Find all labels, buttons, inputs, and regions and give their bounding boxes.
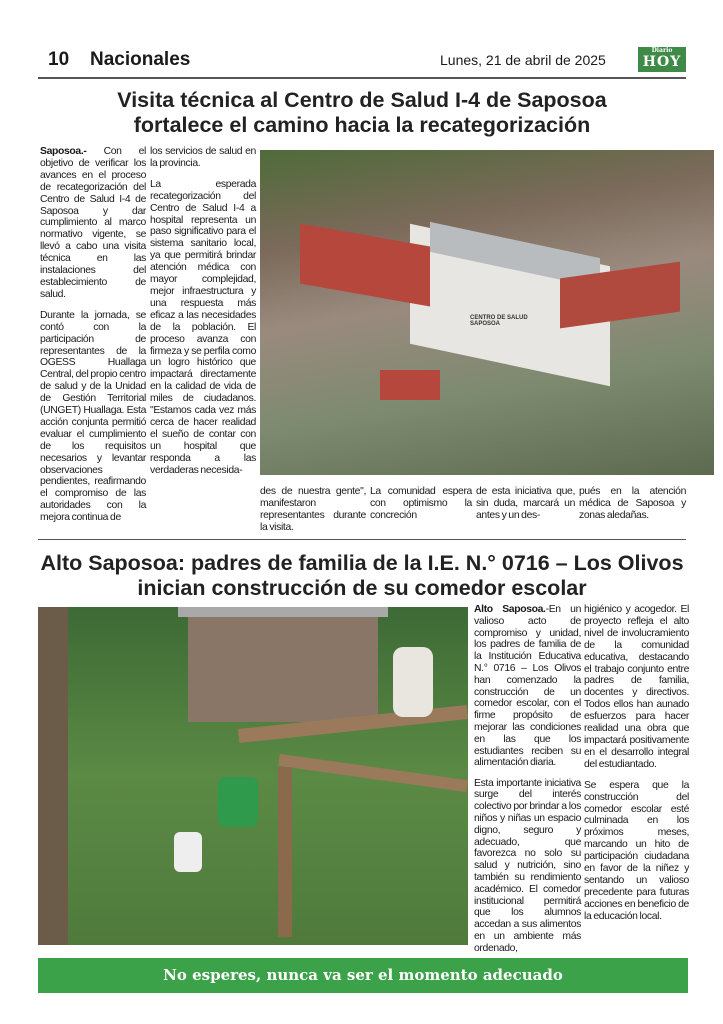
article1-column-2 — [150, 146, 256, 476]
article2-headline — [38, 551, 686, 601]
article1-column-1 — [40, 146, 146, 524]
article1-headline — [38, 88, 686, 138]
article2-column-2 — [584, 604, 689, 923]
slogan-banner: No esperes, nunca va ser el momento adecuado — [38, 958, 688, 993]
dateline: Alto Saposoa. — [474, 604, 546, 615]
paragraph: La esperada recategorización del Centro de Salud I-4 a hospital representa un paso significativo para el sistema sanitario local, ya que permitirá brindar atención médica con mayor complejidad, mejor infraestructura y una respuesta más eficaz a las necesidades de la población. El proceso avanza con firmeza y se perfila como un logro histórico que impactará directamente en la calidad de vida de miles de ciudadanos. "Estamos cada vez más cerca de hacer realidad el sueño de contar con un hospital que responda a las verdaderas necesida- — [150, 178, 256, 476]
paragraph: Se espera que la construcción del comedor escolar esté culminada en los próximos meses, marcando un hito de participación ciudadana en favor de la niñez y sentando un valioso precedente para futuras acciones en beneficio de la educación local. — [584, 779, 689, 922]
article2-column-1 — [474, 604, 581, 955]
issue-date: Lunes, 21 de abril de 2025 — [440, 52, 606, 68]
paragraph: Durante la jornada, se contó con la participación de representantes de la OGESS Huallaga Central, del propio centro de salud y de la Unidad de Gestión Territorial (UNGET) Huallaga. Esta acción conjunta permitió evaluar el cumplimiento de los requisitos necesarios y levantar observaciones pendientes, reafirmando el compromiso de las autoridades con la mejora continua de — [40, 309, 146, 524]
article1-column-5: de esta iniciativa que, sin duda, marcará un antes y un des- — [476, 486, 575, 521]
paragraph: los servicios de salud en la provincia. — [150, 146, 256, 169]
headline-line: Visita técnica al Centro de Salud I-4 de Saposoa — [117, 88, 607, 112]
health-center-aerial-photo — [260, 150, 714, 475]
paragraph: Con el objetivo de verificar los avances en el proceso de recategorización del Centro de Salud I-4 de Saposoa y dar cumplimiento al marco normativo vigente, se llevó a cabo una visita técnica en las instalaciones del establecimiento de salud. — [40, 146, 146, 300]
headline-line: fortalece el camino hacia la recategorización — [133, 113, 591, 137]
paragraph: -En un valioso acto de compromiso y unidad, los padres de familia de la Institución Educativa N.° 0716 – Los Olivos han comenzado la construcción de un comedor escolar, con el firme propósito de mejorar las condiciones en las que los estudiantes reciben su alimentación diaria. — [474, 604, 581, 769]
article-divider — [38, 539, 686, 540]
paragraph: Esta importante iniciativa surge del interés colectivo por brindar a los niños y niñas un espacio digno, seguro y adecuado, que favorezca no solo su salud y nutrición, sino también su rendimiento académico. El comedor institucional permitirá que los alumnos accedan a sus alimentos en un ambiente más ordenado, — [474, 777, 581, 954]
header-rule — [38, 77, 686, 79]
logo-small-text: Diario — [651, 47, 673, 54]
headline-line: Alto Saposoa: padres de familia de la I.E. N.° 0716 – Los Olivos — [40, 551, 684, 575]
article1-column-6: pués en la atención médica de Saposoa y zonas aledañas. — [579, 486, 686, 521]
dateline: Saposoa.- — [40, 146, 87, 157]
section-title: Nacionales — [90, 49, 191, 70]
article1-column-3: des de nuestra gente", manifestaron representantes durante la visita. — [260, 486, 366, 533]
page-number: 10 — [48, 49, 70, 70]
paragraph: higiénico y acogedor. El proyecto refleja el alto nivel de involucramiento de la comunidad educativa, destacando el trabajo conjunto entre padres de familia, docentes y directivos. Todos ellos han aunado esfuerzos para hacer realidad una obra que impactará positivamente en el desarrollo integral del estudiantado. — [584, 604, 689, 770]
headline-line: inician construcción de su comedor escolar — [137, 576, 587, 600]
article1-column-4: La comunidad espera con optimismo la concreción — [370, 486, 472, 521]
building-sign: CENTRO DE SALUD SAPOSOA — [470, 315, 528, 327]
newspaper-logo — [638, 47, 686, 72]
construction-photo — [38, 607, 468, 945]
logo-big-text: HOY — [642, 54, 682, 70]
